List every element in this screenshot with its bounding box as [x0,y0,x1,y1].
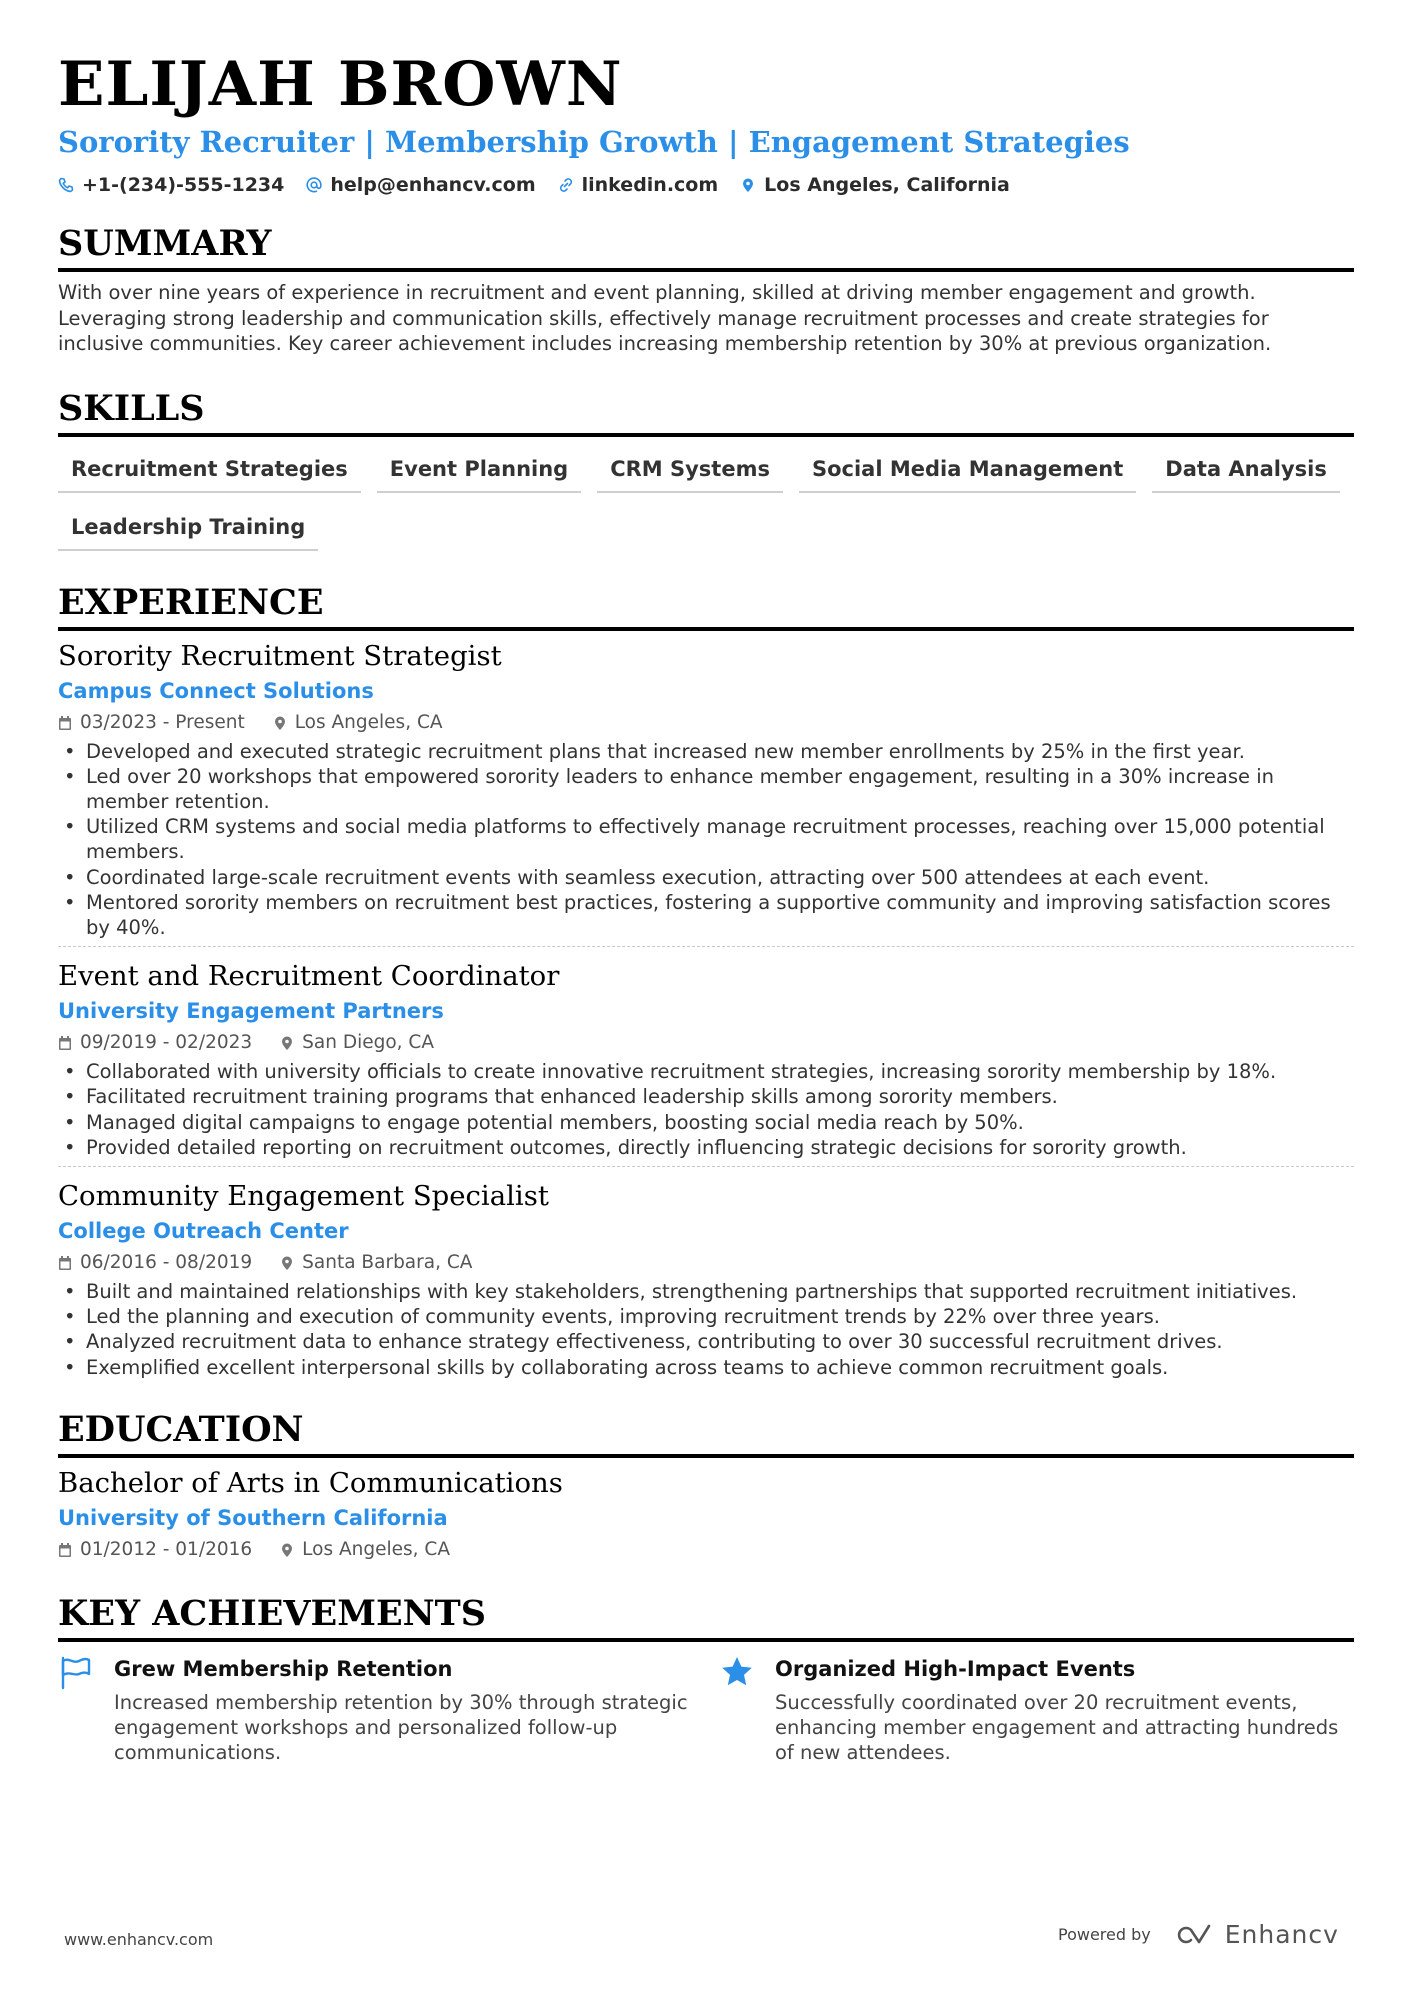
achievement-item [58,1654,693,1766]
job-location: Los Angeles, CA [294,711,443,733]
job-dates: 03/2023 - Present [80,711,245,733]
section-heading: SKILLS [58,387,1354,437]
contact-bar [58,174,1354,196]
contact-location [740,174,1010,196]
location-pin-icon [280,1255,294,1271]
location-pin-icon [280,1542,294,1558]
job-meta [58,1031,1354,1055]
job-meta [58,711,1354,735]
education-dates: 01/2012 - 01/2016 [80,1538,253,1560]
candidate-name: ELIJAH BROWN [58,49,623,120]
contact-email[interactable] [306,174,535,196]
star-icon [719,1654,755,1690]
phone-icon [58,177,74,193]
location-pin-icon [273,715,287,731]
email-text: help@enhancv.com [330,174,536,196]
location-text: Los Angeles, California [764,174,1010,196]
calendar-icon [58,1255,72,1271]
education-section [58,1408,1354,1562]
job-bullets [58,1279,1354,1380]
job-entry [58,946,1354,1166]
job-dates: 09/2019 - 02/2023 [80,1032,253,1054]
achievements-grid [58,1654,1354,1766]
job-bullets [58,1059,1354,1160]
job-location: San Diego, CA [302,1032,435,1054]
job-title: Community Engagement Specialist [58,1179,549,1212]
summary-text: With over nine years of experience in recruitment and event planning, skilled at driving member engagement and growth. Leveraging strong leadership and communication skills, effectively manage recruitment processes and create strategies for inclusive communities. Key career achievement includes increasing membership retention by 30% at previous organization. [58,281,1272,355]
skill-tag: Social Media Management [799,449,1136,493]
degree-title: Bachelor of Arts in Communications [58,1466,563,1499]
experience-section [58,581,1354,1386]
bullet-item: • Analyzed recruitment data to enhance strategy effectiveness, contributing to over 30 successful recruitment drives. [58,1329,1354,1354]
brand-name: Enhancv [1224,1920,1339,1949]
flag-icon [58,1654,94,1690]
bullet-item: • Led the planning and execution of community events, improving recruitment trends by 22% over three years. [58,1304,1354,1329]
skill-tag: Event Planning [377,449,581,493]
job-title: Event and Recruitment Coordinator [58,960,560,993]
enhancv-logo-icon [1173,1924,1217,1946]
skill-tag: Recruitment Strategies [58,449,361,493]
company-name: College Outreach Center [58,1218,349,1243]
achievements-section [58,1592,1354,1766]
skill-tag: Leadership Training [58,507,318,551]
school-name: University of Southern California [58,1505,448,1530]
bullet-item: • Provided detailed reporting on recruitment outcomes, directly influencing strategic decisions for sorority growth. [58,1135,1354,1160]
company-name: Campus Connect Solutions [58,678,374,703]
section-heading: EXPERIENCE [58,581,1354,631]
achievement-desc: Successfully coordinated over 20 recruitment events, enhancing member engagement and attracting hundreds of new attendees. [775,1690,1339,1765]
skills-section [58,387,1354,551]
achievement-title: Organized High-Impact Events [775,1656,1136,1681]
contact-link[interactable] [558,174,719,196]
skills-list [58,449,1354,551]
footer-website[interactable]: www.enhancv.com [64,1930,214,1949]
company-name: University Engagement Partners [58,999,444,1024]
skill-tag: CRM Systems [597,449,783,493]
job-dates: 06/2016 - 08/2019 [80,1251,253,1273]
location-pin-icon [740,177,756,193]
candidate-title: Sorority Recruiter | Membership Growth | Engagement Strategies [58,125,1130,159]
calendar-icon [58,1035,72,1051]
education-meta [58,1538,1354,1562]
job-meta [58,1251,1354,1275]
summary-section [58,222,1354,357]
resume-page [58,50,1354,1765]
job-location: Santa Barbara, CA [302,1251,473,1273]
bullet-item: • Built and maintained relationships with key stakeholders, strengthening partnerships that supported recruitment initiatives. [58,1279,1354,1304]
location-pin-icon [280,1035,294,1051]
achievement-item [719,1654,1354,1766]
calendar-icon [58,715,72,731]
powered-by-label: Powered by [1058,1925,1151,1944]
job-title: Sorority Recruitment Strategist [58,639,502,672]
bullet-item: • Utilized CRM systems and social media platforms to effectively manage recruitment processes, reaching over 15,000 potential members. [58,814,1354,864]
bullet-item: • Developed and executed strategic recruitment plans that increased new member enrollments by 25% in the first year. [58,739,1354,764]
brand-logo[interactable] [1173,1920,1339,1949]
link-text: linkedin.com [581,174,719,196]
calendar-icon [58,1542,72,1558]
phone-text: +1-(234)-555-1234 [82,174,285,196]
at-icon [306,177,322,193]
achievement-title: Grew Membership Retention [114,1656,453,1681]
section-heading: KEY ACHIEVEMENTS [58,1592,1354,1642]
bullet-item: • Mentored sorority members on recruitment best practices, fostering a supportive community and improving satisfaction scores by 40%. [58,890,1354,940]
bullet-item: • Exemplified excellent interpersonal skills by collaborating across teams to achieve common recruitment goals. [58,1355,1354,1380]
footer-branding [1058,1920,1339,1949]
link-icon [558,177,574,193]
contact-phone[interactable] [58,174,284,196]
bullet-item: • Managed digital campaigns to engage potential members, boosting social media reach by 50%. [58,1110,1354,1135]
bullet-item: • Led over 20 workshops that empowered sorority leaders to enhance member engagement, resulting in a 30% increase in member retention. [58,764,1354,814]
skill-tag: Data Analysis [1152,449,1340,493]
bullet-item: • Collaborated with university officials to create innovative recruitment strategies, increasing sorority membership by 18%. [58,1059,1354,1084]
bullet-item: • Coordinated large-scale recruitment events with seamless execution, attracting over 500 attendees at each event. [58,865,1354,890]
section-heading: SUMMARY [58,222,1354,272]
section-heading: EDUCATION [58,1408,1354,1458]
bullet-item: • Facilitated recruitment training programs that enhanced leadership skills among sorority members. [58,1084,1354,1109]
job-entry [58,1166,1354,1386]
job-bullets [58,739,1354,941]
achievement-desc: Increased membership retention by 30% through strategic engagement workshops and personalized follow-up communications. [114,1690,688,1765]
job-entry [58,637,1354,947]
education-location: Los Angeles, CA [302,1538,450,1560]
